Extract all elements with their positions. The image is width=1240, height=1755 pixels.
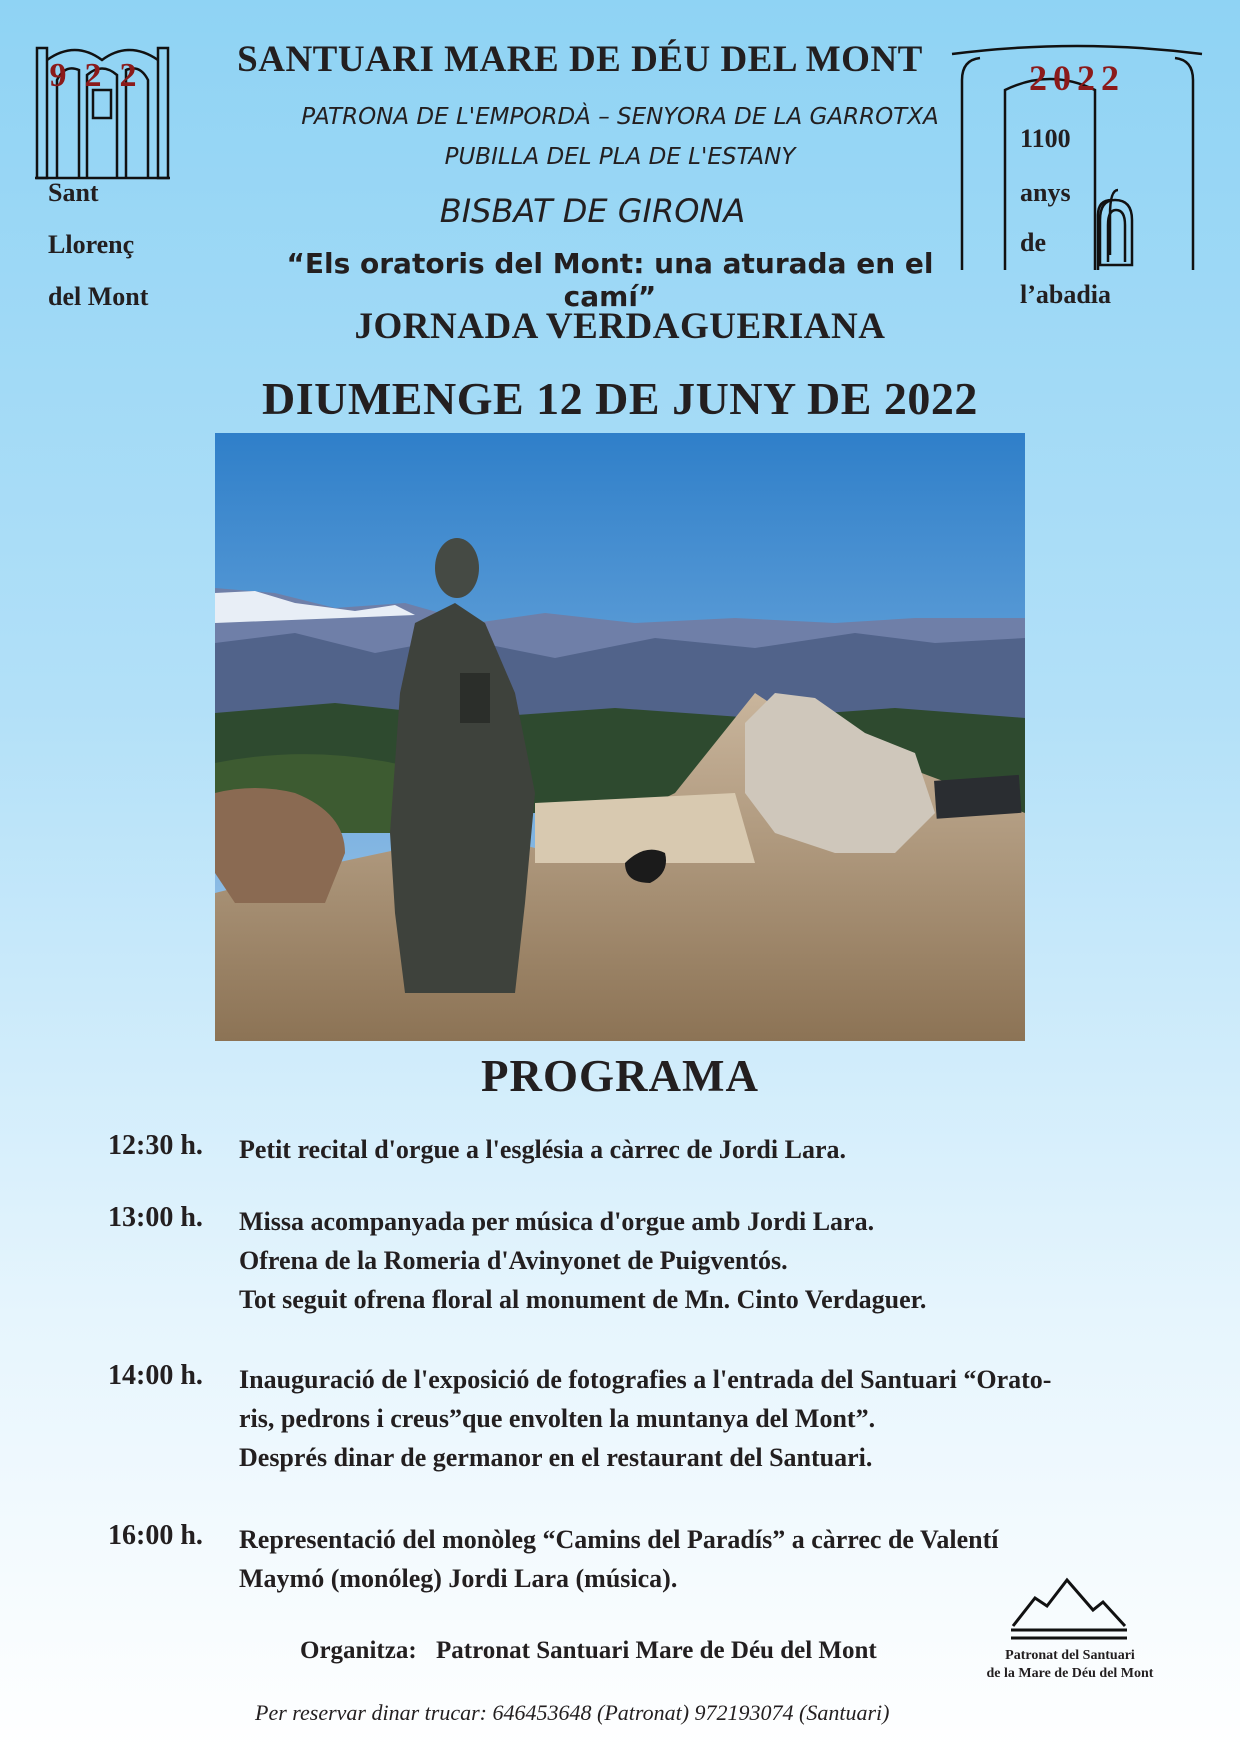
left-logo-line-1: Sant bbox=[48, 178, 99, 207]
patronat-logo-line-1: Patronat del Santuari bbox=[1005, 1648, 1135, 1663]
arch-window-icon bbox=[35, 40, 170, 180]
patronat-logo bbox=[975, 1572, 1165, 1692]
programa-time-1: 12:30 h. bbox=[108, 1130, 203, 1161]
programa-item-3-line-1: Inauguració de l'exposició de fotografies a l'entrada del Santuari “Orato- bbox=[239, 1365, 1052, 1394]
right-logo-line-3: de bbox=[1020, 228, 1046, 257]
programa-item-2 bbox=[239, 1202, 1169, 1319]
jornada-heading: JORNADA VERDAGUERIANA bbox=[354, 306, 886, 347]
left-logo-line-3: del Mont bbox=[48, 282, 149, 311]
sant-llorenc-logo bbox=[35, 40, 170, 180]
subtitle-patrona: PATRONA DE L'EMPORDÀ – SENYORA DE LA GARROTXA bbox=[301, 104, 939, 130]
arch-door-icon bbox=[950, 40, 1205, 275]
reservation-info: Per reservar dinar trucar: 646453648 (Patronat) 972193074 (Santuari) bbox=[255, 1700, 890, 1725]
programa-item-3-line-3: Després dinar de germanor en el restaurant del Santuari. bbox=[239, 1443, 873, 1472]
left-logo-line-2: Llorenç bbox=[48, 230, 135, 259]
programa-item-2-line-2: Ofrena de la Romeria d'Avinyonet de Puigventós. bbox=[239, 1246, 788, 1275]
programa-item-1-line-1: Petit recital d'orgue a l'església a càrrec de Jordi Lara. bbox=[239, 1135, 846, 1164]
programa-time-3: 14:00 h. bbox=[108, 1360, 203, 1391]
page-title: SANTUARI MARE DE DÉU DEL MONT bbox=[237, 39, 923, 80]
mountain-icon bbox=[975, 1572, 1165, 1642]
right-logo-line-4: l’abadia bbox=[1020, 280, 1112, 309]
programa-item-3 bbox=[239, 1360, 1169, 1477]
event-quote: “Els oratoris del Mont: una aturada en el camí” bbox=[286, 247, 934, 313]
programa-item-3-line-2: ris, pedrons i creus”que envolten la muntanya del Mont”. bbox=[239, 1404, 876, 1433]
right-logo-line-2: anys bbox=[1020, 178, 1071, 207]
right-logo-line-1: 1100 bbox=[1020, 124, 1071, 153]
year-2022: 2022 bbox=[1029, 58, 1125, 98]
abadia-logo bbox=[950, 40, 1205, 275]
event-date: DIUMENGE 12 DE JUNY DE 2022 bbox=[262, 373, 978, 424]
statue-photo bbox=[215, 433, 1025, 1041]
programa-item-2-line-1: Missa acompanyada per música d'orgue amb Jordi Lara. bbox=[239, 1207, 875, 1236]
subtitle-bisbat: BISBAT DE GIRONA bbox=[439, 192, 746, 230]
year-922: 922 bbox=[49, 57, 155, 94]
programa-time-4: 16:00 h. bbox=[108, 1520, 203, 1551]
organitza-name: Patronat Santuari Mare de Déu del Mont bbox=[436, 1637, 877, 1664]
programa-item-1 bbox=[239, 1130, 1169, 1169]
programa-item-4-line-2: Maymó (monóleg) Jordi Lara (música). bbox=[239, 1564, 678, 1593]
patronat-logo-line-2: de la Mare de Déu del Mont bbox=[986, 1666, 1154, 1681]
verdaguer-statue-image bbox=[215, 433, 1025, 1041]
programa-item-4-line-1: Representació del monòleg “Camins del Paradís” a càrrec de Valentí bbox=[239, 1525, 999, 1554]
organitza-label: Organitza: bbox=[300, 1637, 417, 1664]
programa-heading: PROGRAMA bbox=[481, 1051, 759, 1101]
subtitle-pubilla: PUBILLA DEL PLA DE L'ESTANY bbox=[444, 144, 796, 170]
programa-item-2-line-3: Tot seguit ofrena floral al monument de Mn. Cinto Verdaguer. bbox=[239, 1285, 927, 1314]
programa-time-2: 13:00 h. bbox=[108, 1202, 203, 1233]
